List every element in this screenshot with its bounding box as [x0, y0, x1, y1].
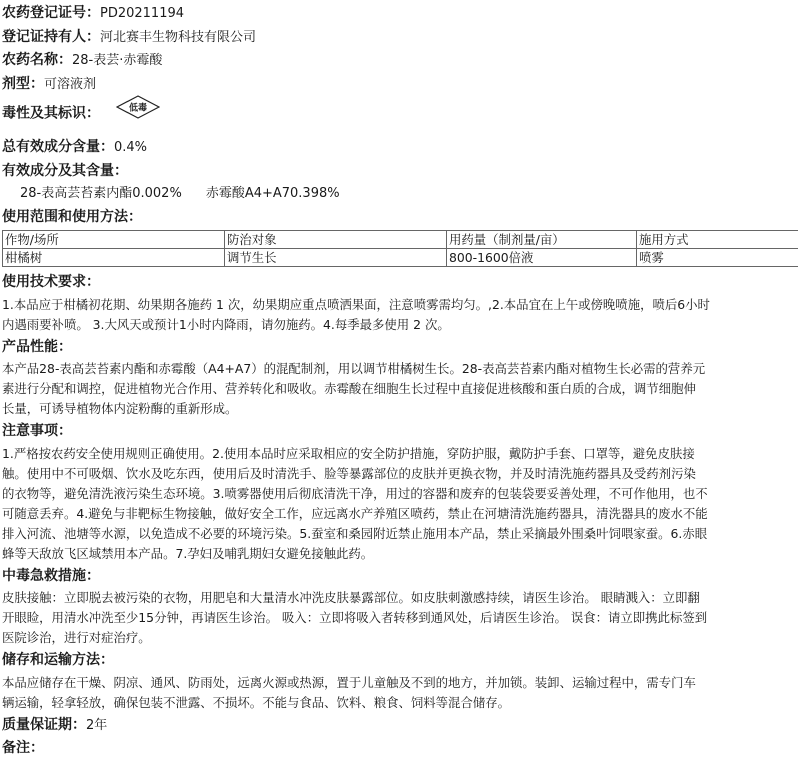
- usage-heading: [2, 206, 796, 230]
- precautions-line: 的衣物等，避免清洗液污染生态环境。3.喷雾器使用后彻底清洗干净，用过的容器和废弃的包装袋要妥善处理，不可作他用，也不: [2, 484, 796, 504]
- total-content-row: [2, 136, 796, 160]
- shelf-life-row: [2, 714, 796, 738]
- ingredient-1: 28-表高芸苔素内酯0.002%: [20, 186, 182, 201]
- precautions-line: 1.严格按农药安全使用规则正确使用。2.使用本品时应采取相应的安全防护措施，穿防护服，戴防护手套、口罩等，避免皮肤接: [2, 444, 796, 464]
- pesticide-name-row: [2, 49, 796, 73]
- registration-number-label: 农药登记证号：: [2, 5, 100, 21]
- technical-title: 使用技术要求：: [2, 274, 100, 290]
- technical-line: 1.本品应于柑橘初花期、幼果期各施药 1 次，幼果期应重点喷洒果面，注意喷雾需均匀。,2.本品宜在上午或傍晚喷施，喷后6小时: [2, 295, 796, 315]
- usage-table: [2, 230, 798, 267]
- performance-line: 长量，可诱导植物体内淀粉酶的重新形成。: [2, 399, 796, 419]
- shelf-life-value: 2年: [86, 718, 107, 733]
- formulation-value: 可溶液剂: [44, 77, 96, 92]
- ingredients-label: 有效成分及其含量：: [2, 163, 128, 179]
- formulation-label: 剂型：: [2, 76, 44, 92]
- precautions-line: 蜂等天敌放飞区域禁用本产品。7.孕妇及哺乳期妇女避免接触此药。: [2, 544, 796, 564]
- usage-cell-dosage: 800-1600倍液: [447, 249, 637, 267]
- first-aid-heading: [2, 565, 796, 589]
- total-content-value: 0.4%: [114, 140, 147, 155]
- precautions-line: 排入河流、池塘等水源，以免造成不必要的环境污染。5.蚕室和桑园附近禁止施用本产品，禁止采摘最外围桑叶饲喂家蚕。6.赤眼: [2, 524, 796, 544]
- pesticide-name-label: 农药名称：: [2, 52, 72, 68]
- storage-line: 本品应储存在干燥、阴凉、通风、防雨处，远离火源或热源，置于儿童触及不到的地方，并加锁。装卸、运输过程中，需专门车: [2, 673, 796, 693]
- technical-line: 内遇雨要补喷。 3.大风天或预计1小时内降雨，请勿施药。4.每季最多使用 2 次。: [2, 315, 796, 335]
- ingredients-heading: [2, 160, 796, 184]
- low-toxicity-badge-icon: [116, 95, 160, 131]
- ingredient-2: 赤霉酸A4+A70.398%: [206, 186, 340, 201]
- usage-cell-crop: 柑橘树: [3, 249, 225, 267]
- performance-title: 产品性能：: [2, 339, 72, 355]
- registration-number-row: [2, 2, 796, 26]
- precautions-line: 触。使用中不可吸烟、饮水及吃东西，使用后及时清洗手、脸等暴露部位的皮肤并更换衣物，并及时清洗施药器具及受药剂污染: [2, 464, 796, 484]
- registration-holder-value: 河北赛丰生物科技有限公司: [100, 30, 256, 45]
- storage-heading: [2, 649, 796, 673]
- toxicity-row: [2, 96, 796, 132]
- shelf-life-label: 质量保证期：: [2, 717, 86, 733]
- registration-holder-row: [2, 26, 796, 50]
- usage-cell-method: 喷雾: [637, 249, 798, 267]
- precautions-line: 可随意丢弃。4.避免与非靶标生物接触，做好安全工作，应远离水产养殖区喷药，禁止在河塘清洗施药器具，清洗器具的废水不能: [2, 504, 796, 524]
- registration-holder-label: 登记证持有人：: [2, 29, 100, 45]
- technical-heading: [2, 271, 796, 295]
- precautions-heading: [2, 420, 796, 444]
- usage-cell-target: 调节生长: [225, 249, 447, 267]
- toxicity-badge-text: 低毒: [129, 102, 147, 114]
- pesticide-name-value: 28-表芸·赤霉酸: [72, 53, 162, 68]
- performance-heading: [2, 336, 796, 360]
- usage-header-cell: 防治对象: [225, 231, 447, 249]
- precautions-title: 注意事项：: [2, 423, 72, 439]
- first-aid-line: 开眼睑，用清水冲洗至少15分钟，再请医生诊治。 吸入：立即将吸入者转移到通风处，后请医生诊治。 误食：请立即携此标签到: [2, 608, 796, 628]
- usage-table-row: [3, 249, 798, 267]
- remarks-row: [2, 737, 796, 761]
- registration-number-value: PD20211194: [100, 6, 184, 21]
- usage-title: 使用范围和使用方法：: [2, 209, 142, 225]
- performance-line: 本产品28-表高芸苔素内酯和赤霉酸（A4+A7）的混配制剂，用以调节柑橘树生长。28-表高芸苔素内酯对植物生长必需的营养元: [2, 359, 796, 379]
- performance-line: 素进行分配和调控，促进植物光合作用、营养转化和吸收。赤霉酸在细胞生长过程中直接促进核酸和蛋白质的合成，调节细胞伸: [2, 379, 796, 399]
- usage-table-header-row: [3, 231, 798, 249]
- storage-line: 辆运输，轻拿轻放，确保包装不泄露、不损坏。不能与食品、饮料、粮食、饲料等混合储存。: [2, 693, 796, 713]
- usage-header-cell: 用药量（制剂量/亩）: [447, 231, 637, 249]
- formulation-row: [2, 73, 796, 97]
- first-aid-title: 中毒急救措施：: [2, 568, 100, 584]
- first-aid-line: 皮肤接触：立即脱去被污染的衣物，用肥皂和大量清水冲洗皮肤暴露部位。如皮肤刺激感持续，请医生诊治。 眼睛溅入：立即翻: [2, 588, 796, 608]
- usage-header-cell: 施用方式: [637, 231, 798, 249]
- storage-title: 储存和运输方法：: [2, 652, 114, 668]
- toxicity-label: 毒性及其标识：: [2, 106, 100, 122]
- first-aid-line: 医院诊治，进行对症治疗。: [2, 628, 796, 648]
- remarks-label: 备注：: [2, 740, 44, 756]
- total-content-label: 总有效成分含量：: [2, 139, 114, 155]
- usage-header-cell: 作物/场所: [3, 231, 225, 249]
- ingredients-row: [2, 183, 796, 206]
